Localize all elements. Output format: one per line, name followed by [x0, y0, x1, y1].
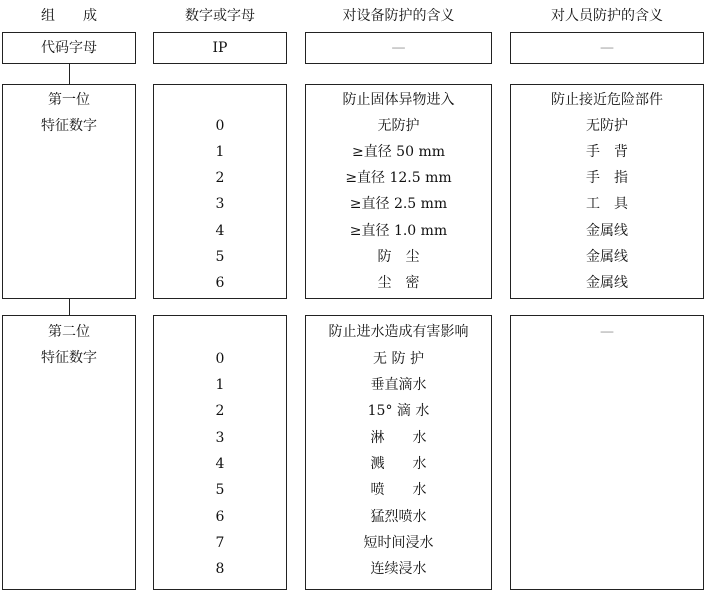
second-digit-label-line2: 特征数字 — [41, 350, 97, 366]
second-digit-equipment-meaning: 15° 滴 水 — [367, 403, 430, 419]
first-digit-value: 5 — [215, 249, 225, 265]
first-digit-value: 6 — [215, 275, 225, 291]
connector-line-1 — [69, 64, 70, 84]
second-digit-values-box — [153, 315, 287, 590]
second-digit-value: 1 — [215, 377, 225, 393]
second-digit-value: 5 — [215, 482, 225, 498]
header-equipment-protection: 对设备防护的含义 — [342, 8, 455, 24]
code-letter-personnel-dash: — — [600, 40, 614, 56]
code-letter-label-box — [2, 32, 136, 64]
first-digit-label-line2: 特征数字 — [41, 118, 97, 134]
first-digit-values-box — [153, 84, 287, 299]
first-digit-equipment-meaning: ≥直径 2.5 mm — [349, 196, 448, 212]
first-digit-personnel-meaning: 金属线 — [586, 249, 628, 265]
second-digit-value: 2 — [215, 403, 225, 419]
first-digit-personnel-meaning: 无防护 — [586, 118, 628, 134]
code-letter-equipment-box — [305, 32, 492, 64]
first-digit-personnel-meaning: 金属线 — [586, 223, 628, 239]
code-letter-label: 代码字母 — [41, 40, 97, 56]
first-digit-value: 3 — [215, 196, 225, 212]
first-digit-value: 2 — [215, 170, 225, 186]
connector-line-2 — [69, 299, 70, 315]
second-digit-equipment-box — [305, 315, 492, 590]
header-personnel-protection: 对人员防护的含义 — [551, 8, 663, 24]
first-digit-personnel-title: 防止接近危险部件 — [551, 92, 663, 108]
first-digit-personnel-box — [510, 84, 704, 299]
code-letter-value-box — [153, 32, 287, 64]
first-digit-personnel-meaning: 工 具 — [586, 196, 628, 212]
first-digit-label-line1: 第一位 — [48, 92, 90, 108]
second-digit-equipment-meaning: 短时间浸水 — [363, 535, 434, 551]
second-digit-value: 7 — [215, 535, 225, 551]
header-composition: 组 成 — [41, 8, 97, 24]
first-digit-equipment-meaning: ≥直径 12.5 mm — [345, 170, 452, 186]
second-digit-label-line1: 第二位 — [48, 324, 90, 340]
header-digit-or-letter: 数字或字母 — [185, 8, 255, 24]
first-digit-value: 4 — [215, 223, 225, 239]
first-digit-equipment-meaning: 防 尘 — [377, 249, 420, 265]
second-digit-personnel-dash: — — [600, 324, 614, 340]
second-digit-equipment-meaning: 猛烈喷水 — [370, 509, 427, 525]
first-digit-personnel-meaning: 金属线 — [586, 275, 628, 291]
second-digit-value: 4 — [215, 456, 225, 472]
code-letter-equipment-dash: — — [391, 40, 406, 56]
second-digit-value: 3 — [215, 430, 225, 446]
second-digit-equipment-meaning: 连续浸水 — [370, 561, 427, 577]
first-digit-personnel-meaning: 手 指 — [586, 170, 628, 186]
second-digit-equipment-meaning: 无 防 护 — [373, 351, 424, 367]
second-digit-equipment-meaning: 淋 水 — [370, 430, 427, 446]
code-letter-value: IP — [212, 40, 228, 56]
first-digit-equipment-meaning: 尘 密 — [377, 275, 420, 291]
second-digit-value: 6 — [215, 509, 225, 525]
second-digit-label-box — [2, 315, 136, 590]
first-digit-equipment-meaning: ≥直径 50 mm — [352, 144, 445, 160]
second-digit-value: 8 — [215, 561, 225, 577]
second-digit-personnel-box — [510, 315, 704, 590]
first-digit-equipment-meaning: 无防护 — [377, 118, 420, 134]
first-digit-equipment-box — [305, 84, 492, 299]
second-digit-equipment-meaning: 溅 水 — [370, 456, 427, 472]
first-digit-value: 1 — [215, 144, 225, 160]
second-digit-equipment-title: 防止进水造成有害影响 — [328, 324, 469, 340]
first-digit-personnel-meaning: 手 背 — [586, 144, 628, 160]
second-digit-value: 0 — [215, 351, 225, 367]
first-digit-label-box — [2, 84, 136, 299]
first-digit-equipment-meaning: ≥直径 1.0 mm — [349, 223, 448, 239]
first-digit-value: 0 — [215, 118, 225, 134]
second-digit-equipment-meaning: 垂直滴水 — [370, 377, 427, 393]
first-digit-equipment-title: 防止固体异物进入 — [342, 92, 455, 108]
second-digit-equipment-meaning: 喷 水 — [370, 482, 427, 498]
code-letter-personnel-box — [510, 32, 704, 64]
